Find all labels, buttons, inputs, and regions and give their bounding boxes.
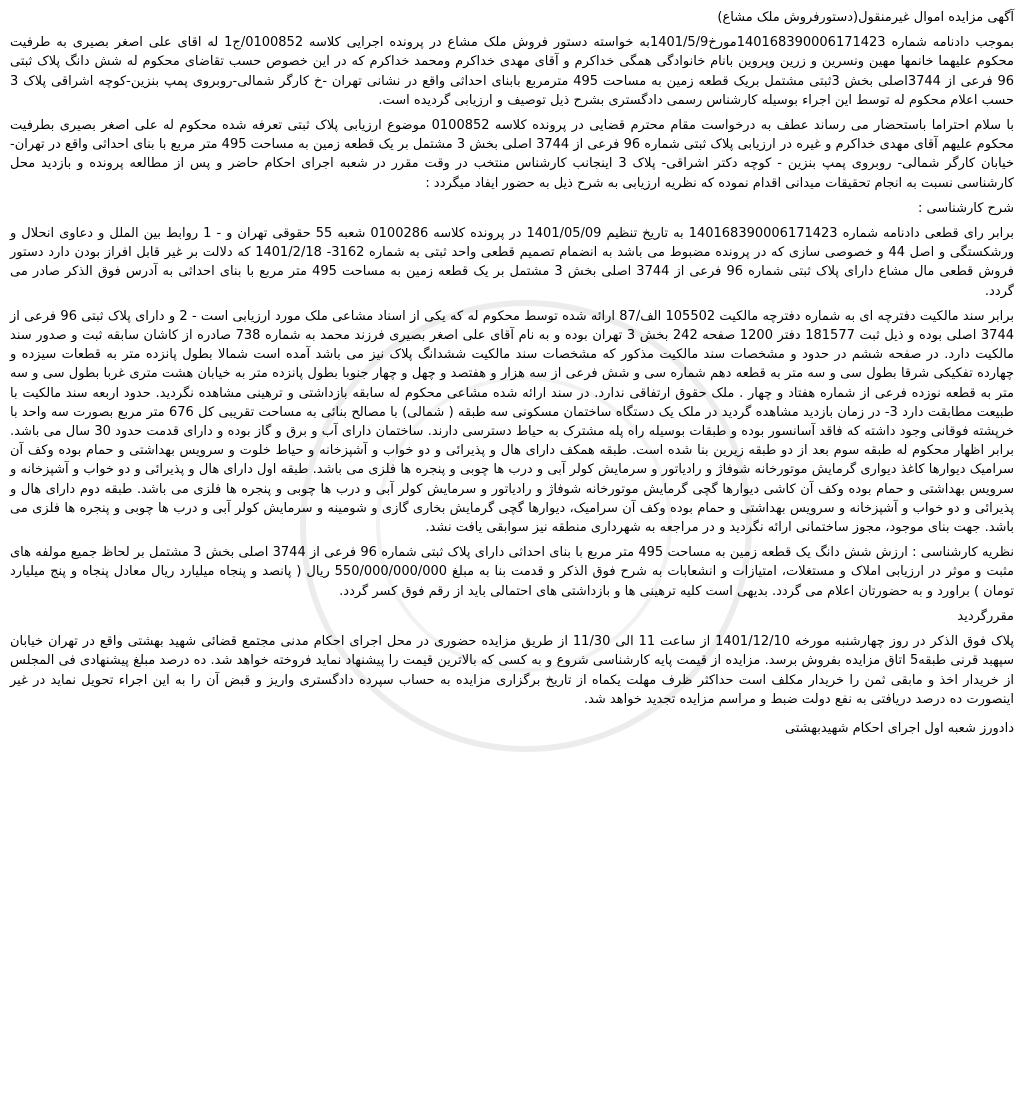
intro-paragraph: بموجب دادنامه شماره 140168390006171423مورخ1401/5/9به خواسته دستور فروش ملک مشاع در پرونده اجرایی کلاسه 0100852/ج1 له اقای علی اصغر بصیری به طرفیت محکوم علیهما خانمها مهین ونسرین و زرین وپروین بانام خانوادگی همگی خداکرم و آقای مهدی خداکرم ومحمد خداکرم که در این خصوص حسب تقاضای محکوم له شش دانگ پلاک ثبتی 96 فرعی از 3744اصلی بخش 3ثبتی مشتمل بریک قطعه زمین به مساحت 495 مترمربع بابنای احداثی واقع در نشانی تهران -خ کارگر شمالی-روبروی پمپ بنزین-کوچه اشراقی پلاک 3 حسب اعلام محکوم له توسط این اجراء بوسیله کارشناس رسمی دادگستری بشرح ذیل توصیف و ارزیابی گردیده است. [10, 35, 1014, 108]
notice-title: آگهی مزایده اموال غیرمنقول(دستورفروش ملک مشاع) [717, 10, 1014, 25]
decision-heading: مقررگردید [957, 608, 1014, 624]
ownership-and-building-paragraph: برابر سند مالکیت دفترچه ای به شماره دفترچه مالکیت 105502 الف/87 ارائه شده توسط محکوم له که یکی از اسناد مشاعی ملک مورد ارزیابی است - 2 و دارای پلاک ثبتی 96 فرعی از 3744 اصلی بوده و ذیل ثبت 181577 دفتر 1200 صفحه 242 بخش 3 تهران بوده و به نام آقای علی اصغر بصیری فرزند محمد به شماره 738 صادره از کاشان سابقه ثبت و صدور سند مالکیت دارد. در صفحه ششم در حدود و مشخصات سند مالکیت مذکور که مشخصات سند مالکیت ششدانگ پلاک نیز می باشد آمده است شمالا بطول پانزده متر به قطعات سیزده و چهارده تفکیکی شرقا بطول سی و سه متر به قطعه دهم شماره سی و شش فرعی از سه هزار و هفتصد و چهل و چهار جنوبا بطول پانزده متر به خیابان هشت متری غربا بطول سی و سه متر به قطعه نوزده فرعی از شماره هفتاد و چهار . ملک حقوق ارتفاقی ندارد. در سند ارائه شده مشاعی محکوم له سابقه بازداشتی و ترهینی مشاهده نگردید. حدود اربعه سند مالکیت با طبیعت مطابقت دارد 3- در زمان بازدید مشاهده گردید در ملک یک دستگاه ساختمان مسکونی سه طبقه ( شمالی) با مصالح بنائی به مساحت تقریبی کل 676 متر مربع بصورت سه واحد با خرپشته فوقانی وجود داشته که فاقد آسانسور بوده و طبقات بوسیله راه پله مشترک به حیاط دسترسی دارند. ساختمان دارای آب و برق و گاز بوده و دارای قدمت حدود 30 سال می باشد. برابر اظهار محکوم له طبقه سوم بعد از دو طبقه زیرین بنا شده است. طبقه همکف دارای هال و پذیرائی و دو خواب و آشپزخانه و حیاط خلوت و سرویس بهداشتی و حمام بوده وکف آن سرامیک دیوارها کاغذ دیواری گرمایش موتورخانه شوفاژ و رادیاتور و سرمایش کولر آبی و درب ها چوبی و پنجره ها فلزی می باشد. طبقه اول دارای هال و پذیرائی و دو خواب و آشپزخانه و سرویس بهداشتی و حمام بوده وکف آن کاشی دیوارها گچی گرمایش موتورخانه شوفاژ و رادیاتور و سرمایش کولر آبی و درب ها چوبی و پنجره ها فلزی می باشد. طبقه دوم دارای هال و پذیرائی و دو خواب و آشپزخانه و سرویس بهداشتی و حمام بوده وکف آن سرامیک، دیوارها گچی گرمایش بخاری گازی و شومینه و سرمایش کولر آبی و درب ها چوبی و پنجره ها فلزی می باشد. جهت بنای موجود، مجوز ساختمانی ارائه نگردید و در مراجعه به شهرداری منطقه نیز سوابقی یافت نشد. [10, 308, 1015, 536]
expert-letter-paragraph: با سلام احتراما باستحضار می رساند عطف به درخواست مقام محترم قضایی در پرونده کلاسه 0100852 موضوع ارزیابی پلاک ثبتی تعرفه شده محکوم له علی اصغر بصیری بطرفیت محکوم علیهم آقای مهدی خداکرم و غیره در ارزیابی پلاک ثبتی شماره 96 فرعی از 3744 اصلی بخش 3 مشتمل بر یک قطعه زمین به مساحت 495 متر مربع با بنای احداثی واقع در تهران- خیابان کارگر شمالی- روبروی پمپ بنزین - کوچه دکتر اشراقی- پلاک 3 اینجانب کارشناس منتخب در وقت مقرر در شعبه اجرای احکام حاضر و پس از مطالعه پرونده و بازدید محل کارشناسی نسبت به انجام تحقیقات میدانی اقدام نموده که نظریه ارزیابی به شرح ذیل به حضور ایفاد میگردد : [10, 118, 1014, 191]
ruling-paragraph: برابر رای قطعی دادنامه شماره 140168390006171423 به تاریخ تنظیم 1401/05/09 در پرونده کلاسه 0100286 شعبه 55 حقوقی تهران و - 1 روابط بین الملل و دعاوی انحلال و ورشکستگی و اصل 44 و خصوصی سازی که در پرونده مضبوط می باشد به انضمام تصمیم قطعی واحد ثبتی به شماره 3162- 1401/2/18 که دلالت بر غیر قابل افراز بودن دارد دستور فروش قطعی مال مشاع دارای پلاک ثبتی شماره 96 فرعی از 3744 اصلی بخش 3 مشتمل بر یک قطعه زمین به مساحت 495 متر مربع با بنای احداثی به آدرس فوق الذکر صادر می گردد. [10, 226, 1014, 299]
expert-description-heading: شرح کارشناسی : [917, 200, 1014, 216]
auction-terms-paragraph: پلاک فوق الذکر در روز چهارشنبه مورخه 1401/12/10 از ساعت 11 الی 11/30 از طریق مزایده حضوری در محل اجرای احکام مدنی مجتمع قضائی شهید بهشتی واقع در تهران خیابان سپهبد قرنی طبقه5 اتاق مزایده بفروش برسد. مزایده از قیمت پایه کارشناسی شروع و به کسی که بالاترین قیمت را پیشنهاد نماید فروخته خواهد شد. ده درصد مبلغ پیشنهادی فی المجلس از خریدار اخذ و مابقی ثمن را خریدار مکلف است حداکثر ظرف مهلت یکماه از تاریخ برگزاری مزایده به حساب سپرده دادگستری واریز و قبض آن را به این اجراء تحویل نماید در غیر اینصورت ده درصد دریافتی به نفع دولت ضبط و مراسم مزایده تجدید خواهد شد. [10, 634, 1014, 707]
signature-line: دادورز شعبه اول اجرای احکام شهیدبهشتی [784, 720, 1014, 736]
expert-opinion-paragraph: نظریه کارشناسی : ارزش شش دانگ یک قطعه زمین به مساحت 495 متر مربع با بنای احداثی دارای پلاک ثبتی شماره 96 فرعی از 3744 اصلی بخش 3 مشتمل بر لحاظ جمیع مولفه های مثبت و موثر در ارزیابی املاک و مستغلات، امتیازات و انشعابات به شرح فوق الذکر و قدمت بنا به مبلغ 550/000/000/000 ریال ( پانصد و پنجاه میلیارد ریال معادل پنجاه و پنج میلیارد تومان ) براورد و به حضورتان اعلام می گردد. بدیهی است کلیه ترهینی ها و بازداشتی های احتمالی باید از رقم فوق کسر گردد. [10, 545, 1015, 599]
